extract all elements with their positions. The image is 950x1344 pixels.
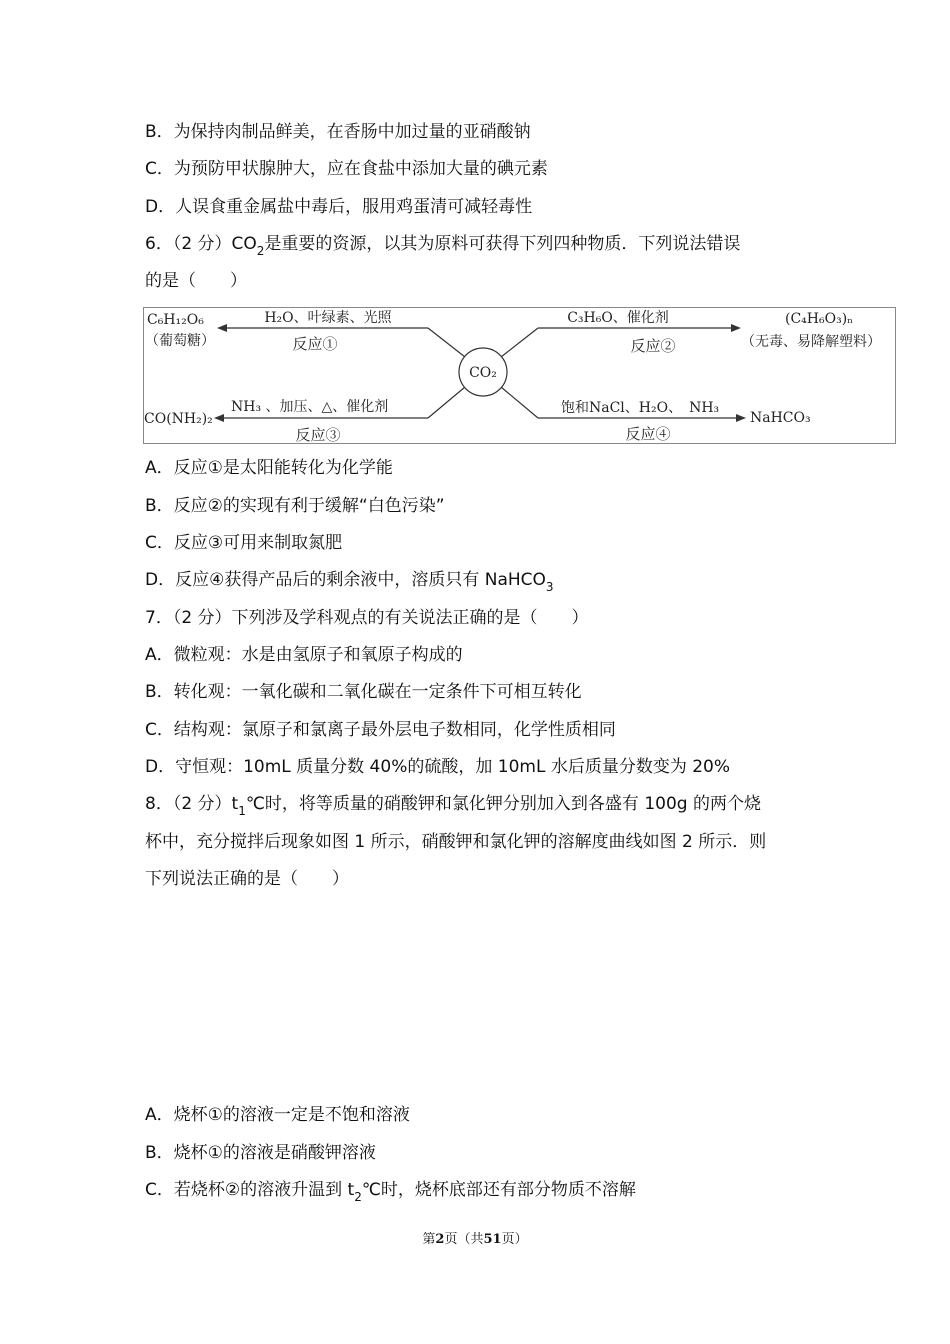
q6-stem-line2: 的是（ ）	[145, 271, 247, 291]
q8-option-b: B．烧杯①的溶液是硝酸钾溶液	[145, 1143, 376, 1163]
q8-option-c	[145, 1178, 636, 1203]
r2-product: (C₄H₆O₃)ₙ	[785, 311, 854, 327]
q5-option-c: C．为预防甲状腺肿大，应在食盐中添加大量的碘元素	[145, 159, 548, 179]
r4-product: NaHCO₃	[750, 410, 811, 426]
q7-stem: 7．（2 分）下列涉及学科观点的有关说法正确的是（ ）	[145, 608, 589, 628]
q8-option-c-start: C．若烧杯②的溶液升温到 t	[145, 1180, 355, 1200]
q6-option-d-subscript: 3	[545, 580, 554, 594]
q6-stem-start: 6．（2 分）CO	[145, 234, 257, 254]
q8-stem	[145, 792, 761, 817]
q8-stem-subscript: 1	[238, 804, 246, 818]
q8-option-a: A．烧杯①的溶液一定是不饱和溶液	[145, 1105, 410, 1125]
q8-stem-line3: 下列说法正确的是（ ）	[145, 869, 349, 889]
q7-option-a: A．微粒观：水是由氢原子和氧原子构成的	[145, 645, 463, 665]
r3-condition: NH₃ 、加压、△、催化剂	[231, 399, 389, 415]
q6-option-a: A．反应①是太阳能转化为化学能	[145, 458, 393, 478]
r1-product: C₆H₁₂O₆	[147, 312, 204, 328]
q5-option-d: D．人误食重金属盐中毒后，服用鸡蛋清可减轻毒性	[145, 197, 533, 217]
r4-condition: 饱和NaCl、H₂O、 NH₃	[561, 400, 720, 416]
q8-stem-start: 8．（2 分）t	[145, 794, 239, 814]
q8-option-c-rest: ℃时，烧杯底部还有部分物质不溶解	[361, 1180, 636, 1200]
q7-option-b: B．转化观：一氧化碳和二氧化碳在一定条件下可相互转化	[145, 682, 582, 702]
footer-prefix: 第	[422, 1232, 436, 1247]
r4-label: 反应④	[625, 425, 671, 443]
r3-product: CO(NH₂)₂	[144, 411, 213, 427]
q6-stem-rest: 是重要的资源，以其为原料可获得下列四种物质．下列说法错误	[264, 234, 741, 254]
q7-option-d: D．守恒观：10mL 质量分数 40%的硫酸，加 10mL 水后质量分数变为 20%	[145, 757, 731, 777]
footer-total-pages: 51	[483, 1232, 502, 1247]
footer-suffix: 页）	[501, 1232, 528, 1247]
co2-center-label: CO₂	[469, 365, 497, 381]
r1-condition: H₂O、叶绿素、光照	[264, 310, 392, 326]
q8-stem-line2: 杯中，充分搅拌后现象如图 1 所示，硝酸钾和氯化钾的溶解度曲线如图 2 所示．则	[145, 832, 767, 852]
q6-option-d-text: D．反应④获得产品后的剩余液中，溶质只有 NaHCO	[145, 570, 546, 590]
q6-stem	[145, 232, 740, 257]
q6-option-c: C．反应③可用来制取氮肥	[145, 533, 343, 553]
r2-condition: C₃H₆O、催化剂	[567, 310, 669, 326]
r3-label: 反应③	[295, 426, 341, 444]
q8-option-c-subscript: 2	[354, 1190, 362, 1204]
footer-page-number: 2	[435, 1232, 445, 1247]
footer-mid: 页（共	[444, 1232, 484, 1247]
q7-option-c: C．结构观：氯原子和氯离子最外层电子数相同，化学性质相同	[145, 720, 616, 740]
page-footer	[0, 1228, 950, 1247]
q8-stem-rest: ℃时，将等质量的硝酸钾和氯化钾分别加入到各盛有 100g 的两个烧	[245, 794, 761, 814]
r2-label: 反应②	[630, 337, 676, 355]
q5-option-b: B．为保持肉制品鲜美，在香肠中加过量的亚硝酸钠	[145, 122, 531, 142]
q6-option-b: B．反应②的实现有利于缓解“白色污染”	[145, 496, 445, 516]
q6-stem-subscript: 2	[256, 244, 265, 258]
r2-product-name: （无毒、易降解塑料）	[741, 334, 881, 350]
r1-label: 反应①	[292, 335, 338, 353]
co2-reaction-diagram	[143, 307, 896, 444]
r1-product-name: （葡萄糖）	[145, 333, 215, 349]
q6-option-d	[145, 568, 554, 593]
